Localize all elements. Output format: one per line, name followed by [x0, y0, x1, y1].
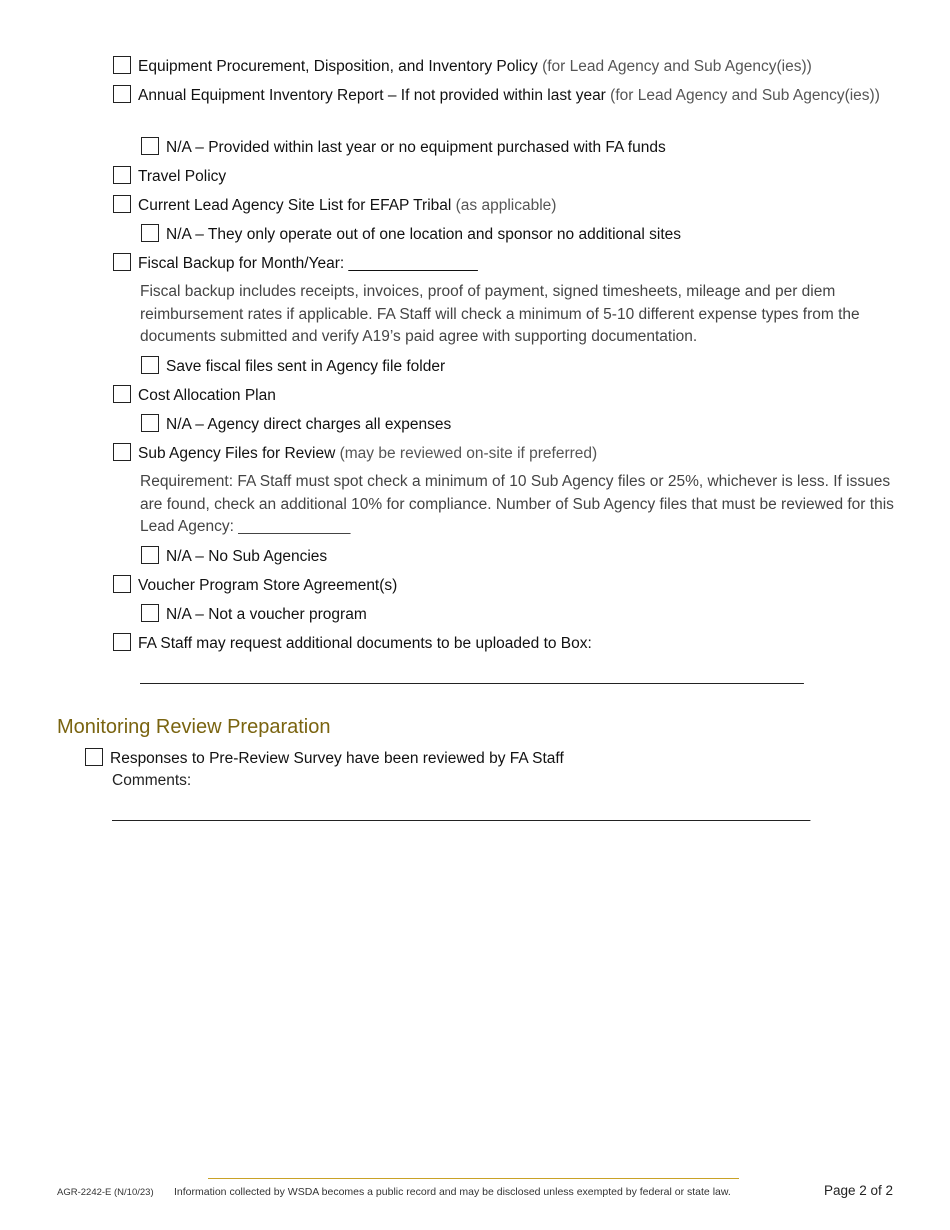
- checklist-item-travel-policy: [113, 166, 898, 189]
- checkbox-na-not-voucher[interactable]: [141, 604, 159, 622]
- checklist-item-site-list: [113, 195, 898, 218]
- item-label: Cost Allocation Plan: [138, 387, 276, 404]
- checkbox-pre-review-survey[interactable]: [85, 748, 103, 766]
- item-label: Save fiscal files sent in Agency file folder: [166, 358, 446, 375]
- item-label: Voucher Program Store Agreement(s): [138, 577, 398, 594]
- checklist-item-na-one-location: [141, 224, 898, 247]
- item-label: N/A – Agency direct charges all expenses: [166, 416, 452, 433]
- checkbox-sub-agency-files[interactable]: [113, 443, 131, 461]
- checkbox-equipment-inventory-report[interactable]: [113, 85, 131, 103]
- form-code: AGR-2242-E (N/10/23): [57, 1187, 154, 1198]
- item-label: N/A – Provided within last year or no equipment purchased with FA funds: [166, 139, 666, 156]
- checklist-item-fiscal-backup: [113, 253, 898, 276]
- public-record-notice: Information collected by WSDA becomes a public record and may be disclosed unless exempted by federal or state law.: [174, 1186, 731, 1198]
- checkbox-na-no-sub-agencies[interactable]: [141, 546, 159, 564]
- checklist-item-na-not-voucher: [141, 604, 898, 627]
- additional-documents-blank-line[interactable]: _____________________________________________________________________________: [140, 668, 804, 685]
- comments-blank-line[interactable]: _________________________________________________________________________________: [112, 805, 811, 822]
- comments-label: Comments:: [112, 772, 192, 789]
- item-label: Fiscal Backup for Month/Year: _______________: [138, 255, 478, 272]
- checkbox-voucher-agreement[interactable]: [113, 575, 131, 593]
- item-note: (for Lead Agency and Sub Agency(ies)): [542, 58, 812, 75]
- item-label: Responses to Pre-Review Survey have been reviewed by FA Staff: [110, 750, 564, 767]
- checklist-item-na-direct-charges: [141, 414, 898, 437]
- checklist-item-sub-agency-files: [113, 443, 898, 466]
- item-label: N/A – No Sub Agencies: [166, 548, 328, 565]
- checklist-item-save-fiscal-files: [141, 356, 898, 379]
- item-label: Equipment Procurement, Disposition, and Inventory Policy: [138, 58, 538, 75]
- item-note: (may be reviewed on-site if preferred): [339, 445, 598, 462]
- checkbox-additional-documents[interactable]: [113, 633, 131, 651]
- checklist-item-pre-review-survey: [85, 748, 898, 771]
- fiscal-backup-description: Fiscal backup includes receipts, invoices, proof of payment, signed timesheets, mileage and per diem reimbursement rates if applicable. FA Staff will check a minimum of 5-10 different expense types from the documents submitted and verify A19’s paid agree with supporting documentation.: [140, 283, 860, 345]
- checklist-item-na-no-sub-agencies: [141, 546, 898, 569]
- item-note: (for Lead Agency and Sub Agency(ies)): [610, 87, 880, 104]
- item-note: (as applicable): [455, 197, 557, 214]
- checkbox-na-equipment[interactable]: [141, 137, 159, 155]
- checkbox-travel-policy[interactable]: [113, 166, 131, 184]
- checkbox-site-list[interactable]: [113, 195, 131, 213]
- checklist-item-cost-allocation: [113, 385, 898, 408]
- checklist-item-equipment-inventory-report: [113, 85, 898, 108]
- checkbox-na-one-location[interactable]: [141, 224, 159, 242]
- item-label: FA Staff may request additional documents to be uploaded to Box:: [138, 635, 592, 652]
- checklist-item-additional-documents: [113, 633, 898, 656]
- checkbox-na-direct-charges[interactable]: [141, 414, 159, 432]
- item-label: Current Lead Agency Site List for EFAP Tribal: [138, 197, 452, 214]
- item-label: Travel Policy: [138, 168, 227, 185]
- item-label: N/A – Not a voucher program: [166, 606, 367, 623]
- item-label: Annual Equipment Inventory Report – If not provided within last year: [138, 87, 606, 104]
- checklist-item-voucher-agreement: [113, 575, 898, 598]
- item-label: Sub Agency Files for Review: [138, 445, 336, 462]
- checklist-item-na-equipment: [141, 137, 898, 160]
- checkbox-equipment-policy[interactable]: [113, 56, 131, 74]
- section-title: Monitoring Review Preparation: [57, 716, 331, 738]
- item-label: N/A – They only operate out of one location and sponsor no additional sites: [166, 226, 682, 243]
- page-number: Page 2 of 2: [824, 1183, 894, 1198]
- checklist-item-equipment-policy: [113, 56, 898, 79]
- checkbox-cost-allocation[interactable]: [113, 385, 131, 403]
- checkbox-save-fiscal-files[interactable]: [141, 356, 159, 374]
- checkbox-fiscal-backup[interactable]: [113, 253, 131, 271]
- footer-divider: [208, 1178, 739, 1179]
- sub-agency-requirement: Requirement: FA Staff must spot check a minimum of 10 Sub Agency files or 25%, whichever is less. If issues are found, check an additional 10% for compliance. Number of Sub Agency files that must be reviewed for this Lead Agency: _____________: [140, 473, 894, 535]
